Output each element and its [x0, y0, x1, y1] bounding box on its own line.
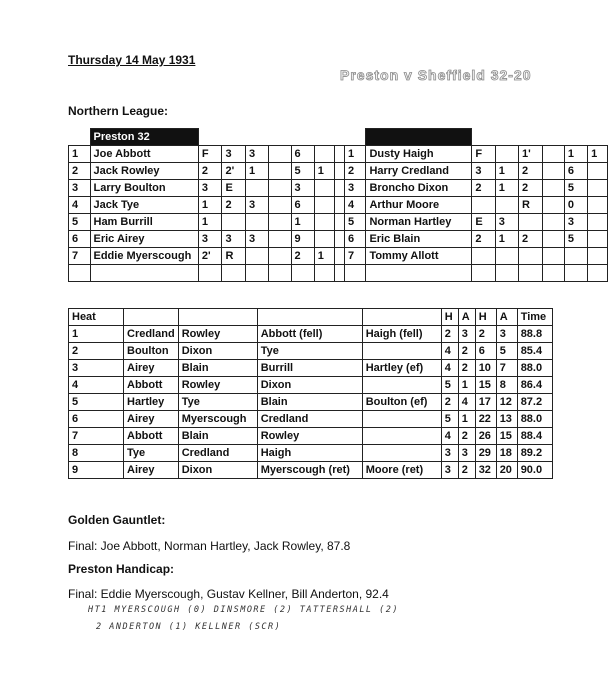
- home-rider-number: 2: [69, 163, 91, 180]
- preston-handicap-title: Preston Handicap:: [68, 562, 175, 576]
- team-gap: [334, 180, 344, 197]
- away-rider-score: 5: [564, 180, 587, 197]
- team-header-cell: [519, 129, 543, 146]
- team-scorecard: [68, 128, 608, 282]
- away-rider-name: Tommy Allott: [366, 248, 472, 265]
- away-rider-score: 1: [564, 146, 587, 163]
- away-rider-score: [588, 214, 608, 231]
- away-rider-score: [588, 180, 608, 197]
- away-rider-name: Norman Hartley: [366, 214, 472, 231]
- home-rider-score: [314, 231, 334, 248]
- golden-gauntlet-title: Golden Gauntlet:: [68, 513, 166, 527]
- heat-cell: 5: [69, 394, 124, 411]
- heat-column-header: H: [475, 309, 496, 326]
- team-gap: [334, 163, 344, 180]
- home-rider-score: 3: [222, 231, 246, 248]
- away-rider-score: 1': [519, 146, 543, 163]
- home-rider-score: [246, 214, 269, 231]
- heat-cell: Abbott (fell): [257, 326, 362, 343]
- heat-cell: 3: [441, 445, 458, 462]
- heat-cell: Tye: [124, 445, 179, 462]
- heat-cell: Haigh: [257, 445, 362, 462]
- team-rider-row: [69, 146, 608, 163]
- team-header-cell: [222, 129, 246, 146]
- heat-cell: 2: [441, 394, 458, 411]
- away-rider-score: 6: [564, 163, 587, 180]
- heat-cell: Dixon: [257, 377, 362, 394]
- heat-cell: [362, 445, 441, 462]
- team-header-cell: [246, 129, 269, 146]
- home-rider-score: [314, 214, 334, 231]
- heat-cell: 6: [69, 411, 124, 428]
- away-rider-score: E: [472, 214, 495, 231]
- team-gap: [334, 248, 344, 265]
- heat-details-table: [68, 308, 553, 479]
- home-rider-score: F: [198, 146, 222, 163]
- heat-cell: 4: [69, 377, 124, 394]
- heat-cell: Boulton (ef): [362, 394, 441, 411]
- home-rider-score: 5: [291, 163, 314, 180]
- heat-cell: Blain: [178, 428, 257, 445]
- home-rider-score: [269, 197, 291, 214]
- heat-cell: Credland: [257, 411, 362, 428]
- team-header-spacer: [344, 129, 366, 146]
- home-team-title: Preston 32: [90, 129, 198, 146]
- away-rider-score: [495, 146, 518, 163]
- heat-cell: 9: [69, 462, 124, 479]
- team-blank-cell: [495, 265, 518, 282]
- home-rider-score: 3: [222, 146, 246, 163]
- home-rider-score: [269, 248, 291, 265]
- away-rider-name: Broncho Dixon: [366, 180, 472, 197]
- heat-cell: 8: [69, 445, 124, 462]
- heat-cell: 88.0: [517, 411, 552, 428]
- away-rider-score: 1: [495, 163, 518, 180]
- home-rider-score: 3: [246, 197, 269, 214]
- team-rider-row: [69, 214, 608, 231]
- heat-column-header: Time: [517, 309, 552, 326]
- heat-row: [69, 428, 553, 445]
- home-rider-name: Jack Tye: [90, 197, 198, 214]
- home-rider-score: 9: [291, 231, 314, 248]
- away-rider-score: 2: [519, 180, 543, 197]
- away-rider-score: 2: [472, 180, 495, 197]
- heat-cell: Credland: [124, 326, 179, 343]
- heat-column-header: A: [458, 309, 475, 326]
- team-gap: [334, 146, 344, 163]
- team-blank-cell: [291, 265, 314, 282]
- home-rider-score: 1: [314, 248, 334, 265]
- heat-row: [69, 462, 553, 479]
- heat-cell: Airey: [124, 411, 179, 428]
- heat-column-header: [257, 309, 362, 326]
- team-rider-row: [69, 197, 608, 214]
- heat-cell: 10: [475, 360, 496, 377]
- heat-cell: 86.4: [517, 377, 552, 394]
- home-rider-name: Ham Burrill: [90, 214, 198, 231]
- heat-column-header: [178, 309, 257, 326]
- away-rider-score: [588, 248, 608, 265]
- home-rider-score: 1: [246, 163, 269, 180]
- home-rider-number: 5: [69, 214, 91, 231]
- team-header-cell: [269, 129, 291, 146]
- team-header-cell: [291, 129, 314, 146]
- heat-cell: Haigh (fell): [362, 326, 441, 343]
- heat-cell: Moore (ret): [362, 462, 441, 479]
- heat-cell: [362, 343, 441, 360]
- team-blank-cell: [519, 265, 543, 282]
- heat-cell: 1: [69, 326, 124, 343]
- away-rider-score: [542, 180, 564, 197]
- team-gap: [334, 231, 344, 248]
- heat-cell: Hartley (ef): [362, 360, 441, 377]
- home-rider-score: [314, 146, 334, 163]
- away-rider-score: [588, 197, 608, 214]
- away-rider-score: 2: [519, 163, 543, 180]
- heat-cell: Credland: [178, 445, 257, 462]
- home-rider-score: 6: [291, 197, 314, 214]
- heat-cell: Airey: [124, 462, 179, 479]
- team-gap: [334, 214, 344, 231]
- heat-cell: Dixon: [178, 343, 257, 360]
- heat-row: [69, 360, 553, 377]
- home-rider-score: [269, 214, 291, 231]
- heat-column-header: [124, 309, 179, 326]
- heat-cell: 18: [496, 445, 517, 462]
- heat-cell: 2: [458, 360, 475, 377]
- home-rider-score: [246, 248, 269, 265]
- team-blank-cell: [542, 265, 564, 282]
- heat-cell: Boulton: [124, 343, 179, 360]
- home-rider-number: 1: [69, 146, 91, 163]
- heat-cell: 3: [496, 326, 517, 343]
- team-header-cell: [198, 129, 222, 146]
- heat-cell: 2: [458, 462, 475, 479]
- home-rider-score: 2': [198, 248, 222, 265]
- team-blank-cell: [69, 265, 91, 282]
- team-blank-cell: [90, 265, 198, 282]
- heat-cell: 26: [475, 428, 496, 445]
- home-rider-score: 1: [314, 163, 334, 180]
- heat-cell: 2: [458, 428, 475, 445]
- home-rider-score: E: [222, 180, 246, 197]
- away-rider-score: 1: [588, 146, 608, 163]
- heat-cell: 4: [458, 394, 475, 411]
- home-rider-score: 1: [291, 214, 314, 231]
- home-rider-score: 2': [222, 163, 246, 180]
- team-blank-cell: [472, 265, 495, 282]
- team-blank-cell: [269, 265, 291, 282]
- team-gap: [334, 129, 344, 146]
- team-rider-row: [69, 231, 608, 248]
- away-rider-score: [542, 146, 564, 163]
- away-rider-score: 3: [495, 214, 518, 231]
- home-rider-score: 3: [198, 180, 222, 197]
- away-rider-number: 3: [344, 180, 366, 197]
- heat-cell: 5: [441, 411, 458, 428]
- away-team-title: [366, 129, 472, 146]
- home-rider-score: 3: [198, 231, 222, 248]
- heat-cell: 3: [458, 326, 475, 343]
- away-rider-score: [495, 197, 518, 214]
- heat-cell: Tye: [257, 343, 362, 360]
- away-rider-score: 1: [495, 231, 518, 248]
- home-rider-score: [314, 197, 334, 214]
- preston-handicap-final: Final: Eddie Myerscough, Gustav Kellner, Bill Anderton, 92.4: [68, 587, 389, 601]
- heat-cell: Rowley: [257, 428, 362, 445]
- heat-row: [69, 411, 553, 428]
- away-rider-number: 2: [344, 163, 366, 180]
- team-header-cell: [542, 129, 564, 146]
- home-rider-score: 1: [198, 197, 222, 214]
- heat-cell: 1: [458, 411, 475, 428]
- away-rider-score: [519, 214, 543, 231]
- away-rider-score: [588, 163, 608, 180]
- home-rider-name: Eric Airey: [90, 231, 198, 248]
- team-rider-row: [69, 163, 608, 180]
- away-rider-score: 3: [472, 163, 495, 180]
- heat-cell: 15: [496, 428, 517, 445]
- away-rider-name: Dusty Haigh: [366, 146, 472, 163]
- away-rider-name: Eric Blain: [366, 231, 472, 248]
- heat-cell: Abbott: [124, 428, 179, 445]
- league-label: Northern League:: [68, 104, 169, 118]
- home-rider-score: 3: [291, 180, 314, 197]
- away-rider-score: 2: [519, 231, 543, 248]
- heat-cell: 88.0: [517, 360, 552, 377]
- heat-cell: 7: [69, 428, 124, 445]
- heat-cell: Abbott: [124, 377, 179, 394]
- home-rider-number: 6: [69, 231, 91, 248]
- heat-cell: Rowley: [178, 326, 257, 343]
- heat-cell: 3: [441, 462, 458, 479]
- home-rider-number: 7: [69, 248, 91, 265]
- heat-cell: 4: [441, 360, 458, 377]
- home-rider-score: 3: [246, 146, 269, 163]
- heat-row: [69, 445, 553, 462]
- home-rider-name: Eddie Myerscough: [90, 248, 198, 265]
- heat-cell: Blain: [178, 360, 257, 377]
- away-rider-number: 4: [344, 197, 366, 214]
- heat-cell: 4: [441, 343, 458, 360]
- heat-cell: 2: [475, 326, 496, 343]
- home-rider-score: R: [222, 248, 246, 265]
- away-rider-score: [588, 231, 608, 248]
- team-header-cell: [495, 129, 518, 146]
- team-header-cell: [564, 129, 587, 146]
- heat-column-header: H: [441, 309, 458, 326]
- away-rider-name: Harry Credland: [366, 163, 472, 180]
- heat-cell: 85.4: [517, 343, 552, 360]
- home-rider-score: [269, 163, 291, 180]
- heat-cell: 5: [441, 377, 458, 394]
- heat-cell: 29: [475, 445, 496, 462]
- heat-cell: 2: [441, 326, 458, 343]
- home-rider-name: Jack Rowley: [90, 163, 198, 180]
- away-rider-score: 5: [564, 231, 587, 248]
- away-rider-score: [542, 163, 564, 180]
- home-rider-score: 3: [246, 231, 269, 248]
- team-blank-cell: [198, 265, 222, 282]
- away-rider-score: [542, 248, 564, 265]
- away-rider-score: [542, 197, 564, 214]
- team-blank-cell: [314, 265, 334, 282]
- heat-cell: Hartley: [124, 394, 179, 411]
- heat-row: [69, 326, 553, 343]
- heat-cell: Blain: [257, 394, 362, 411]
- away-rider-score: [542, 231, 564, 248]
- away-rider-score: 0: [564, 197, 587, 214]
- heat-cell: 87.2: [517, 394, 552, 411]
- away-rider-number: 1: [344, 146, 366, 163]
- heat-cell: 12: [496, 394, 517, 411]
- heat-cell: 22: [475, 411, 496, 428]
- team-blank-cell: [334, 265, 344, 282]
- heat-column-header: [362, 309, 441, 326]
- heat-cell: [362, 411, 441, 428]
- heat-cell: 88.4: [517, 428, 552, 445]
- heat-cell: 1: [458, 377, 475, 394]
- heat-cell: [362, 428, 441, 445]
- heat-cell: Myerscough (ret): [257, 462, 362, 479]
- home-rider-score: 1: [198, 214, 222, 231]
- home-rider-name: Joe Abbott: [90, 146, 198, 163]
- meeting-date: Thursday 14 May 1931: [68, 53, 196, 67]
- heat-cell: 90.0: [517, 462, 552, 479]
- heat-row: [69, 394, 553, 411]
- heat-cell: Burrill: [257, 360, 362, 377]
- team-blank-cell: [246, 265, 269, 282]
- home-rider-score: [269, 180, 291, 197]
- heat-column-header: A: [496, 309, 517, 326]
- heat-cell: 88.8: [517, 326, 552, 343]
- home-rider-score: 6: [291, 146, 314, 163]
- team-gap: [334, 197, 344, 214]
- heat-cell: 3: [69, 360, 124, 377]
- heat-cell: Rowley: [178, 377, 257, 394]
- team-blank-cell: [564, 265, 587, 282]
- heat-cell: 17: [475, 394, 496, 411]
- heat-cell: 13: [496, 411, 517, 428]
- away-rider-score: 1: [495, 180, 518, 197]
- heat-cell: 32: [475, 462, 496, 479]
- heat-cell: 2: [458, 343, 475, 360]
- home-rider-score: 2: [222, 197, 246, 214]
- heat-cell: 89.2: [517, 445, 552, 462]
- team-header-cell: [314, 129, 334, 146]
- heat-cell: 3: [458, 445, 475, 462]
- team-blank-cell: [222, 265, 246, 282]
- heat-cell: 2: [69, 343, 124, 360]
- handwritten-note-heat1: HT1 MYERSCOUGH (0) DINSMORE (2) TATTERSHALL (2): [88, 605, 400, 615]
- home-rider-number: 3: [69, 180, 91, 197]
- away-rider-score: [472, 197, 495, 214]
- away-rider-score: [564, 248, 587, 265]
- heat-cell: 5: [496, 343, 517, 360]
- heat-column-header: Heat: [69, 309, 124, 326]
- away-rider-score: [542, 214, 564, 231]
- heat-cell: 20: [496, 462, 517, 479]
- away-rider-score: 3: [564, 214, 587, 231]
- home-rider-score: [246, 180, 269, 197]
- away-rider-score: 2: [472, 231, 495, 248]
- heat-row: [69, 343, 553, 360]
- away-rider-number: 6: [344, 231, 366, 248]
- home-rider-score: [314, 180, 334, 197]
- team-blank-cell: [366, 265, 472, 282]
- golden-gauntlet-final: Final: Joe Abbott, Norman Hartley, Jack Rowley, 87.8: [68, 539, 351, 553]
- home-rider-score: 2: [198, 163, 222, 180]
- away-rider-score: [519, 248, 543, 265]
- away-rider-score: R: [519, 197, 543, 214]
- team-blank-cell: [344, 265, 366, 282]
- team-blank-cell: [588, 265, 608, 282]
- heat-cell: 8: [496, 377, 517, 394]
- heat-cell: 15: [475, 377, 496, 394]
- heat-cell: 6: [475, 343, 496, 360]
- team-rider-row: [69, 180, 608, 197]
- heat-cell: 4: [441, 428, 458, 445]
- team-header-cell: [588, 129, 608, 146]
- away-rider-name: Arthur Moore: [366, 197, 472, 214]
- heat-cell: [362, 377, 441, 394]
- heat-cell: Airey: [124, 360, 179, 377]
- heat-cell: 7: [496, 360, 517, 377]
- home-rider-score: [269, 146, 291, 163]
- team-header-spacer: [69, 129, 91, 146]
- away-rider-score: [472, 248, 495, 265]
- home-rider-score: [222, 214, 246, 231]
- heat-cell: Dixon: [178, 462, 257, 479]
- home-rider-score: 2: [291, 248, 314, 265]
- away-rider-number: 7: [344, 248, 366, 265]
- team-header-cell: [472, 129, 495, 146]
- heat-cell: Tye: [178, 394, 257, 411]
- away-rider-score: F: [472, 146, 495, 163]
- away-rider-number: 5: [344, 214, 366, 231]
- match-result-title: Preston v Sheffield 32-20: [340, 67, 532, 83]
- home-rider-name: Larry Boulton: [90, 180, 198, 197]
- home-rider-number: 4: [69, 197, 91, 214]
- heat-row: [69, 377, 553, 394]
- away-rider-score: [495, 248, 518, 265]
- home-rider-score: [269, 231, 291, 248]
- heat-cell: Myerscough: [178, 411, 257, 428]
- team-rider-row: [69, 248, 608, 265]
- handwritten-note-heat2: 2 ANDERTON (1) KELLNER (SCR): [96, 622, 282, 632]
